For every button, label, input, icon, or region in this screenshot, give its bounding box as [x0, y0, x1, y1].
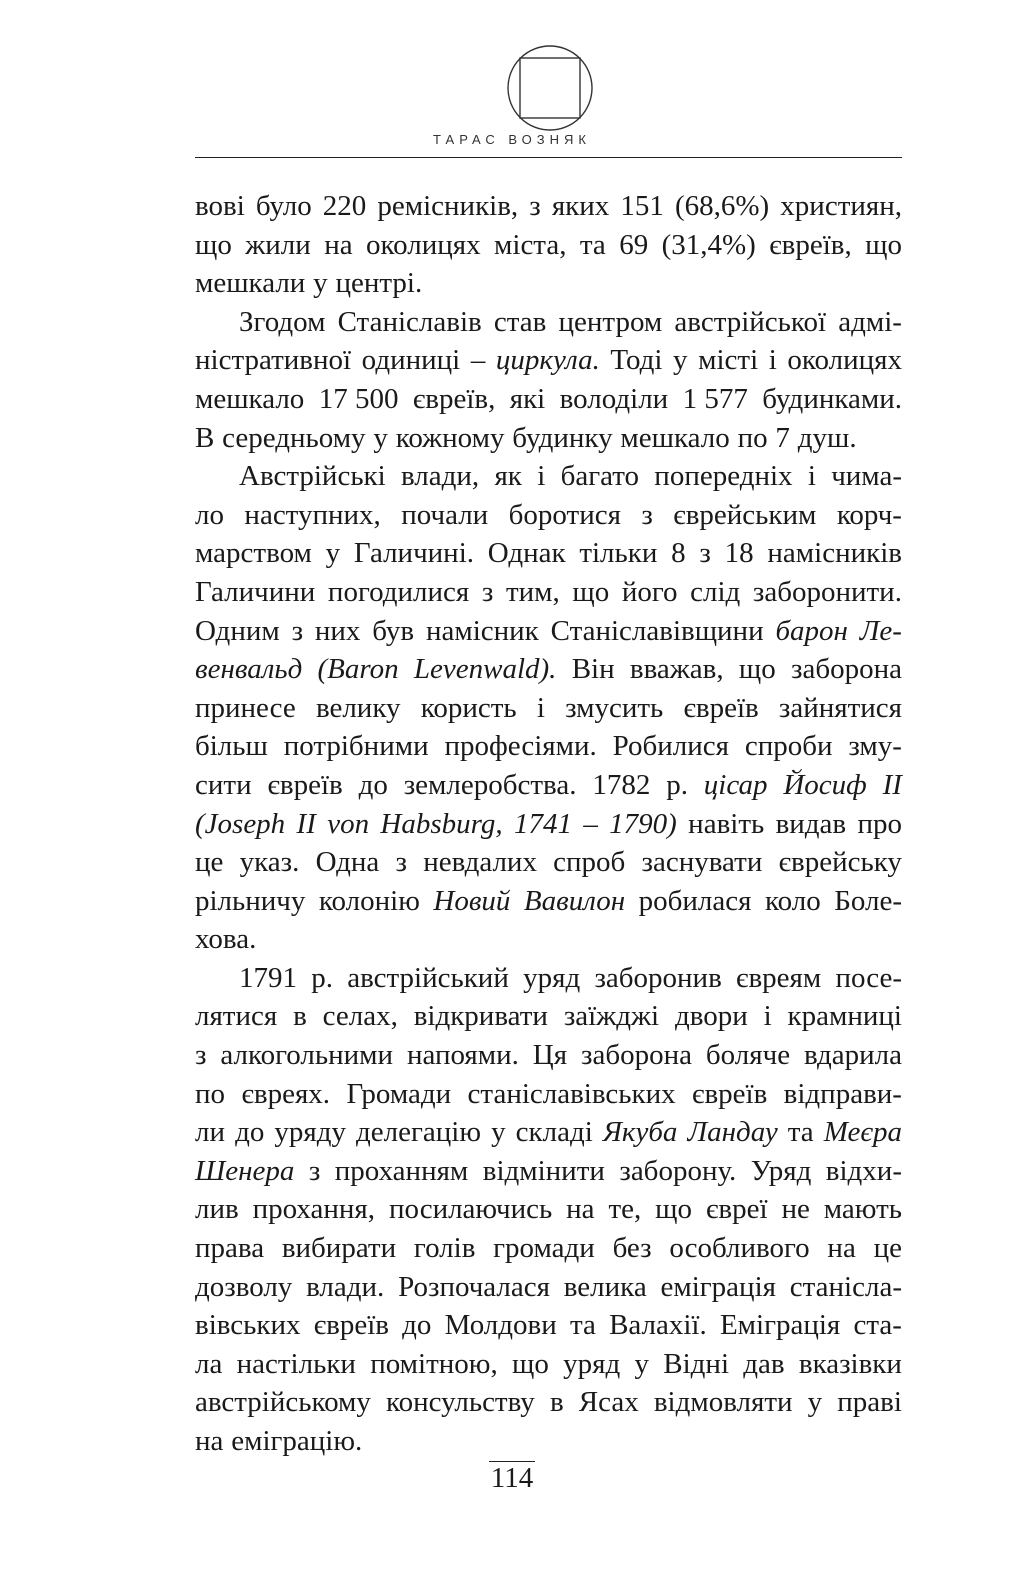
text-line: [195, 1422, 902, 1461]
word: в: [293, 1000, 307, 1033]
word: (Baron: [317, 653, 399, 686]
word: вибирати: [281, 1232, 397, 1265]
word: 1741: [513, 807, 572, 840]
word: колонію: [318, 884, 420, 917]
word: про: [857, 807, 902, 840]
paragraph: [195, 457, 902, 959]
word: велика: [563, 1270, 647, 1303]
word: та: [579, 228, 606, 261]
word: von: [327, 807, 370, 840]
word: євреїв: [267, 768, 343, 801]
word: еміграцію.: [231, 1425, 363, 1457]
word: кожному: [395, 421, 505, 454]
word: Боле-: [834, 884, 902, 917]
word: 1782: [592, 768, 651, 801]
word: настільки: [236, 1347, 356, 1380]
word: ли: [195, 1116, 225, 1149]
word: Робилися: [612, 730, 729, 763]
word: циркула.: [495, 344, 600, 377]
word: цісар: [703, 768, 768, 801]
word: мають: [823, 1193, 902, 1226]
text-line: [195, 496, 902, 535]
word: них: [314, 614, 361, 647]
word: 8: [671, 537, 686, 570]
word: В: [195, 421, 215, 454]
word: Станіславів: [337, 305, 482, 338]
word: відмовляти: [653, 1386, 793, 1419]
word: на: [827, 1232, 856, 1265]
word: голів: [413, 1232, 476, 1265]
word: 18: [724, 537, 754, 570]
paragraph: [195, 187, 902, 303]
word: Ле-: [859, 614, 902, 647]
word: Йосиф: [783, 768, 867, 801]
word: євреїв: [313, 1309, 389, 1342]
word: околицях: [366, 228, 481, 261]
word: Молдови: [444, 1309, 557, 1342]
word: консульству: [386, 1386, 535, 1419]
word: одиниці: [361, 344, 461, 377]
word: Новий: [433, 884, 511, 917]
word: посе-: [835, 961, 902, 994]
word: Меєра: [823, 1116, 902, 1149]
word: вважав,: [629, 653, 724, 686]
word: уряд: [563, 1347, 621, 1380]
text-line: [195, 650, 902, 689]
word: з: [308, 1154, 321, 1187]
word: боляче: [705, 1039, 791, 1072]
word: напоями.: [406, 1039, 519, 1072]
word: дозволу: [195, 1270, 293, 1303]
word: Еміграція: [719, 1309, 841, 1342]
word: у: [325, 537, 341, 570]
word: центрі.: [335, 267, 423, 300]
word: що: [738, 653, 776, 686]
word: що: [865, 228, 902, 261]
word: Галичині.: [353, 537, 474, 570]
text-line: [195, 1152, 902, 1191]
word: 1 577: [682, 382, 748, 415]
word: Галичини: [195, 575, 316, 608]
word: зайнятися: [778, 691, 902, 724]
text-line: [195, 920, 902, 959]
word: особливого: [669, 1232, 810, 1265]
word: володіли: [559, 382, 669, 415]
word: євреїв: [692, 1077, 768, 1110]
text-line: [195, 1383, 902, 1422]
word: і: [537, 460, 546, 493]
word: чима-: [831, 460, 902, 493]
word: ло: [195, 498, 224, 531]
word: що: [572, 575, 610, 608]
word: євреїв: [683, 691, 759, 724]
word: Громади: [346, 1077, 452, 1110]
text-line: [195, 766, 902, 805]
word: Ясах: [578, 1386, 639, 1419]
word: це: [195, 846, 224, 879]
word: землеробства.: [403, 768, 577, 801]
word: боротися: [508, 498, 621, 531]
word: Австрійські: [239, 460, 386, 493]
text-line: [195, 419, 902, 458]
word: з: [395, 846, 407, 879]
word: до: [235, 1116, 265, 1149]
word: 220: [322, 190, 367, 222]
word: хова.: [195, 923, 257, 956]
word: коло: [764, 884, 821, 917]
word: двори: [674, 1000, 748, 1033]
word: що: [195, 228, 232, 261]
body-text: [195, 187, 902, 1461]
text-line: [195, 226, 902, 265]
word: жили: [245, 228, 311, 261]
word: і: [768, 344, 777, 377]
word: заборону.: [619, 1154, 737, 1187]
text-line: [195, 303, 902, 342]
word: мешкали: [195, 267, 306, 300]
word: намісник: [425, 614, 539, 647]
word: вівських: [195, 1309, 301, 1342]
word: складі: [515, 1116, 593, 1149]
word: крамниці: [787, 1000, 902, 1033]
word: околицях: [787, 344, 902, 377]
word: зму-: [848, 730, 902, 763]
word: з: [529, 190, 541, 222]
word: з: [195, 1039, 207, 1072]
word: у: [491, 1116, 506, 1149]
text-line: [195, 573, 902, 612]
text-line: [195, 805, 902, 844]
text-line: [195, 959, 902, 998]
word: до: [402, 1309, 432, 1342]
word: заборона: [791, 653, 902, 686]
text-line: [195, 380, 902, 419]
word: професіями.: [444, 730, 597, 763]
word: заборона: [581, 1039, 692, 1072]
circle-square-emblem-icon: [506, 44, 594, 132]
word: р.: [666, 768, 688, 801]
text-line: [195, 727, 902, 766]
word: відхи-: [825, 1154, 902, 1187]
word: велику: [315, 691, 401, 724]
word: спроб: [553, 846, 626, 879]
word: корч-: [836, 498, 902, 531]
word: євреїв,: [769, 228, 852, 261]
word: це: [873, 1232, 902, 1265]
word: по: [195, 1077, 226, 1110]
word: лив: [195, 1193, 239, 1226]
word: делегацію: [356, 1116, 482, 1149]
word: тим,: [505, 575, 560, 608]
word: що: [655, 1193, 693, 1226]
word: Ця: [532, 1039, 568, 1072]
word: Він: [571, 653, 615, 686]
word: влади.: [306, 1270, 385, 1303]
word: громади: [493, 1232, 595, 1265]
word: вдарила: [803, 1039, 902, 1072]
word: по: [737, 421, 768, 454]
word: у: [373, 421, 388, 454]
word: 7: [775, 421, 790, 454]
word: –: [583, 807, 598, 840]
word: 1791: [239, 961, 297, 994]
word: алкогольними: [220, 1039, 394, 1072]
word: християн,: [780, 190, 902, 222]
word: та: [569, 1309, 596, 1342]
word: венвальд: [195, 653, 303, 686]
word: (Joseph: [195, 807, 286, 840]
word: (31,4%): [661, 228, 756, 261]
word: австрійському: [195, 1386, 371, 1419]
word: те,: [608, 1193, 642, 1226]
word: відправи-: [783, 1077, 902, 1110]
word: Шенера: [195, 1154, 295, 1187]
word: Habsburg,: [380, 807, 503, 840]
word: більш: [195, 730, 268, 763]
word: ста-: [853, 1309, 902, 1342]
word: Якуба: [602, 1116, 678, 1149]
word: будинками.: [762, 382, 902, 415]
word: євреїв,: [412, 382, 496, 415]
word: не: [781, 1193, 810, 1226]
word: почали: [401, 498, 489, 531]
word: з: [699, 537, 711, 570]
word: з: [291, 614, 304, 647]
word: р.: [311, 961, 333, 994]
word: на: [566, 1193, 595, 1226]
paragraph: [195, 303, 902, 457]
word: міста,: [494, 228, 567, 261]
word: відмінити: [482, 1154, 605, 1187]
word: видав: [775, 807, 847, 840]
word: Розпочалася: [398, 1270, 550, 1303]
word: в: [549, 1386, 564, 1419]
text-line: [195, 843, 902, 882]
word: був: [372, 614, 415, 647]
word: селах,: [322, 1000, 398, 1033]
word: влади,: [400, 460, 480, 493]
word: у: [673, 344, 688, 377]
word: –: [470, 344, 486, 377]
word: Станіславівщини: [550, 614, 764, 647]
word: на: [324, 228, 353, 261]
word: що: [511, 1347, 549, 1380]
header-rule: [195, 157, 902, 158]
word: права: [195, 1232, 265, 1265]
word: невдалих: [423, 846, 537, 879]
word: середньому: [222, 421, 366, 454]
text-line: [195, 457, 902, 496]
text-line: [195, 1345, 902, 1384]
word: і: [807, 460, 816, 493]
text-line: [195, 1190, 902, 1229]
word: євреї: [705, 1193, 768, 1226]
word: з: [641, 498, 653, 531]
word: мешкало: [620, 421, 730, 454]
text-line: [195, 341, 902, 380]
word: станіславівських: [467, 1077, 676, 1110]
word: євреях.: [241, 1077, 331, 1110]
word: у: [313, 267, 328, 300]
word: 69: [619, 228, 649, 261]
word: уряд: [523, 961, 581, 994]
word: праві: [837, 1386, 902, 1419]
running-head: ТАРАС ВОЗНЯК: [433, 132, 591, 147]
word: 17 500: [318, 382, 399, 415]
word: слід: [690, 575, 741, 608]
word: барон: [775, 614, 848, 647]
word: місті: [698, 344, 759, 377]
word: Вавилон: [523, 884, 626, 917]
word: вказівки: [798, 1347, 902, 1380]
word: багато: [560, 460, 639, 493]
word: прохання,: [252, 1193, 376, 1226]
text-line: [195, 997, 902, 1036]
word: II: [296, 807, 316, 840]
word: Levenwald).: [413, 653, 557, 686]
word: Відні: [663, 1347, 729, 1380]
word: було: [255, 190, 312, 222]
word: його: [621, 575, 678, 608]
word: центром: [558, 305, 663, 338]
word: адмі-: [838, 305, 902, 338]
word: мешкало: [195, 382, 305, 415]
word: та: [787, 1116, 814, 1149]
word: принесе: [195, 691, 296, 724]
word: помітною,: [370, 1347, 498, 1380]
word: користь: [420, 691, 517, 724]
word: ністративної: [195, 344, 352, 377]
word: Одна: [315, 846, 380, 879]
word: Тоді: [610, 344, 663, 377]
word: як: [494, 460, 522, 493]
word: посилаючись: [388, 1193, 553, 1226]
word: намісників: [767, 537, 902, 570]
word: станісла-: [789, 1270, 902, 1303]
word: 1790): [609, 807, 677, 840]
word: II: [882, 768, 902, 801]
word: у: [634, 1347, 649, 1380]
word: став: [493, 305, 547, 338]
word: ремісників,: [377, 190, 519, 222]
word: тільки: [579, 537, 658, 570]
word: Уряд: [750, 1154, 812, 1187]
word: Однак: [487, 537, 566, 570]
paragraph: [195, 959, 902, 1461]
word: австрійської: [674, 305, 827, 338]
word: і: [536, 691, 545, 724]
word: заборонити.: [752, 575, 902, 608]
word: без: [612, 1232, 652, 1265]
word: 151: [620, 190, 664, 222]
text-line: [195, 534, 902, 573]
word: єврейську: [778, 846, 902, 879]
word: дав: [743, 1347, 785, 1380]
text-line: [195, 689, 902, 728]
text-line: [195, 1268, 902, 1307]
word: попередніх: [654, 460, 793, 493]
word: з: [481, 575, 494, 608]
word: Ландау: [687, 1116, 778, 1149]
word: австрійський: [347, 961, 509, 994]
word: змусить: [565, 691, 664, 724]
word: заснувати: [641, 846, 763, 879]
word: наступних,: [244, 498, 381, 531]
text-line: [195, 882, 902, 921]
text-line: [195, 1113, 902, 1152]
word: еміграція: [660, 1270, 776, 1303]
word: відкривати: [413, 1000, 548, 1033]
page-number-label: 114: [490, 1462, 534, 1494]
word: указ.: [239, 846, 300, 879]
word: будинку: [512, 421, 613, 454]
word: на: [195, 1425, 224, 1457]
word: до: [358, 768, 388, 801]
word: робилася: [638, 884, 752, 917]
word: які: [509, 382, 546, 415]
text-line: [195, 1306, 902, 1345]
text-line: [195, 1075, 902, 1114]
text-line: [195, 187, 902, 226]
word: проханням: [334, 1154, 469, 1187]
text-line: [195, 264, 902, 303]
word: душ.: [797, 421, 857, 454]
text-line: [195, 1229, 902, 1268]
word: яких: [551, 190, 610, 222]
word: марством: [195, 537, 312, 570]
word: Згодом: [239, 305, 326, 338]
word: єврейським: [673, 498, 817, 531]
text-line: [195, 612, 902, 651]
word: погодилися: [327, 575, 470, 608]
word: і: [763, 1000, 772, 1033]
word: спроби: [744, 730, 833, 763]
page-number: [0, 1462, 1024, 1495]
word: Одним: [195, 614, 280, 647]
word: заїжджі: [563, 1000, 660, 1033]
word: потрібними: [283, 730, 429, 763]
word: у: [807, 1386, 823, 1419]
word: (68,6%): [674, 190, 770, 222]
word: вові: [195, 190, 245, 222]
word: навіть: [688, 807, 765, 840]
word: рільничу: [195, 884, 306, 917]
word: лятися: [195, 1000, 278, 1033]
word: євреям: [736, 961, 822, 994]
text-line: [195, 1036, 902, 1075]
word: сити: [195, 768, 252, 801]
word: уряду: [274, 1116, 346, 1149]
word: ла: [195, 1347, 223, 1380]
word: Валахії.: [609, 1309, 707, 1342]
word: заборонив: [594, 961, 722, 994]
